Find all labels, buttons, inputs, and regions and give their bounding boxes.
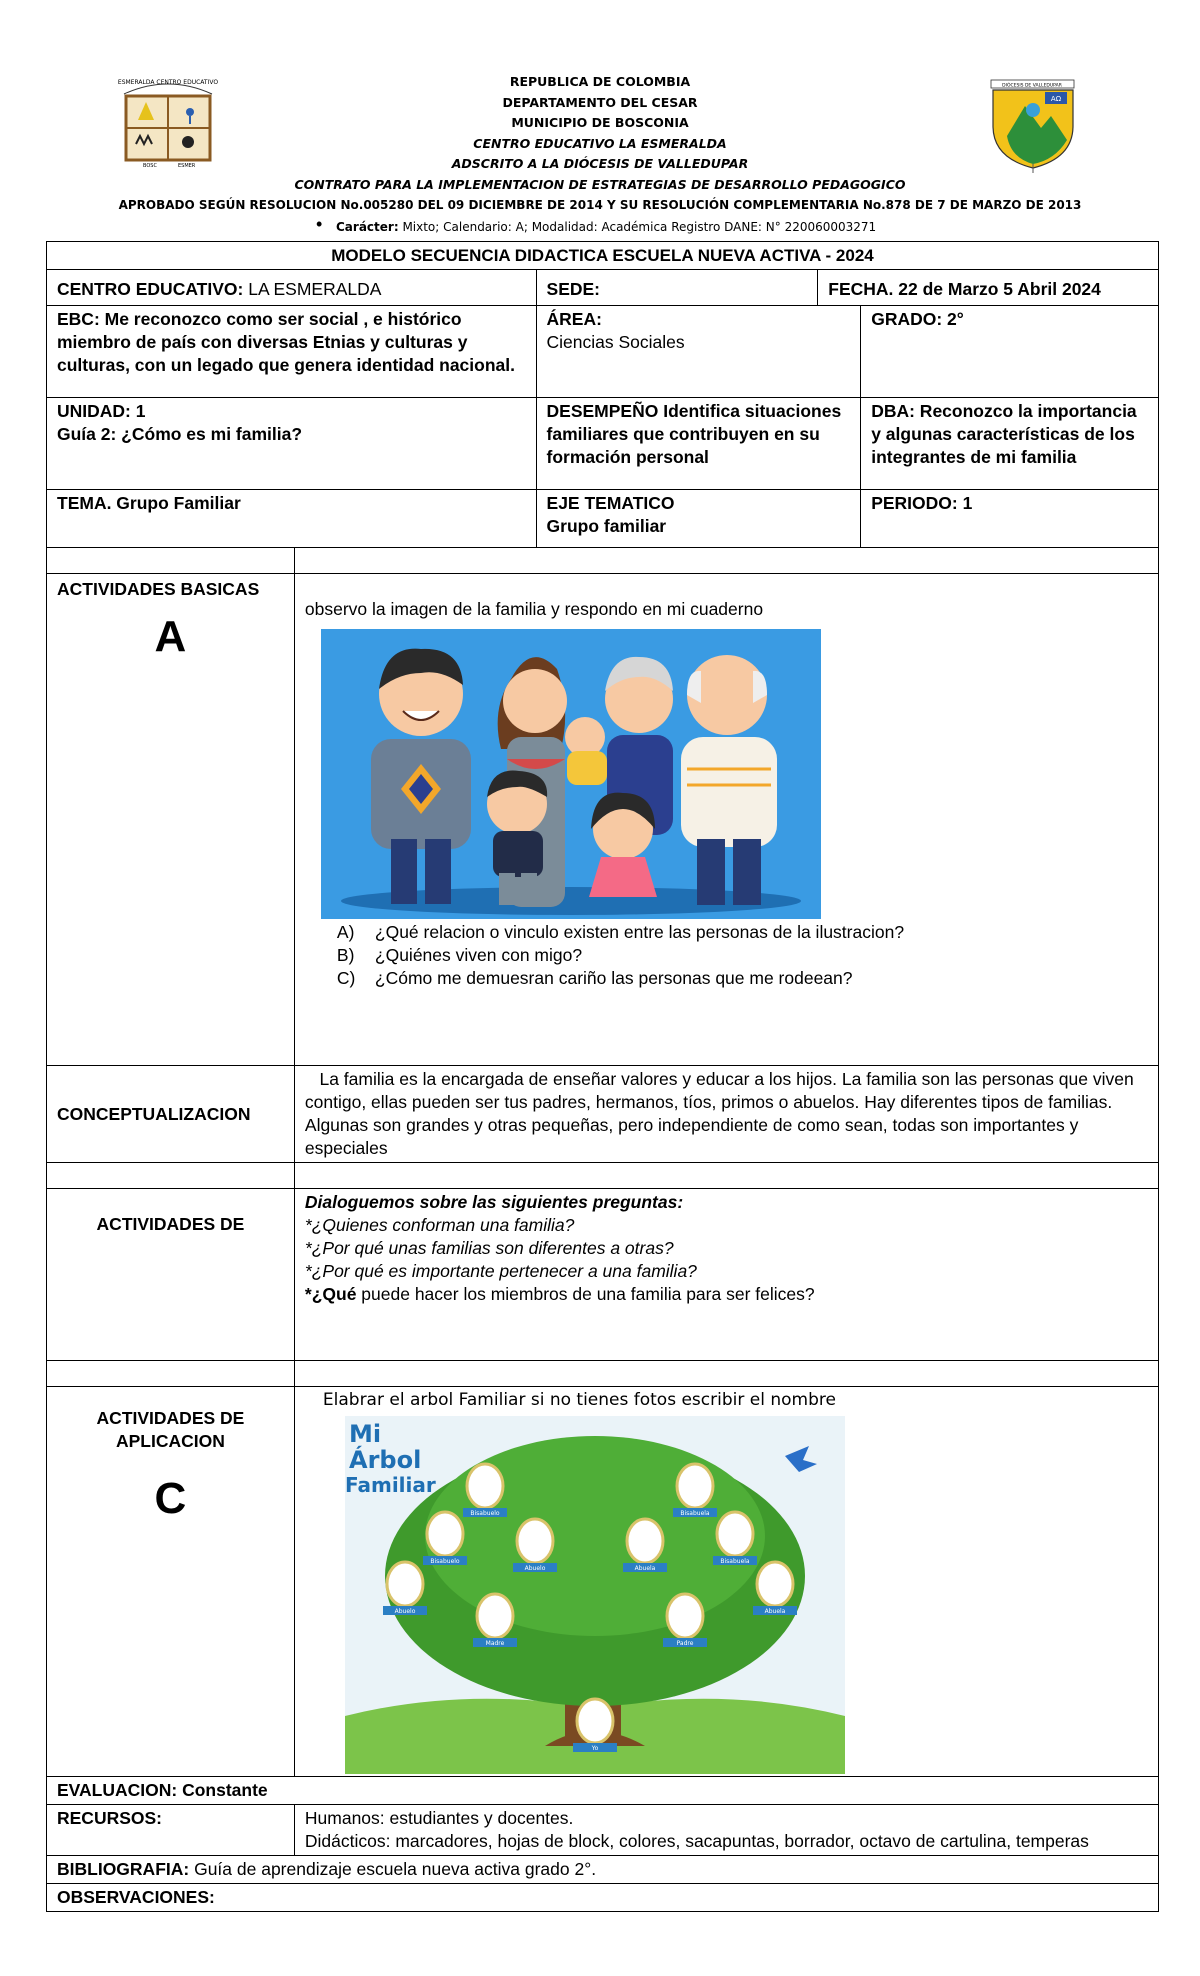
spacer-cell (47, 1163, 295, 1189)
tree-photo-frame (477, 1594, 513, 1638)
dba: DBA: Reconozco la importancia y algunas características de los integrantes de mi familia (861, 398, 1159, 490)
unidad-row (47, 398, 1159, 490)
tree-name-label: Abuela (764, 1608, 786, 1615)
caracter-line (336, 220, 876, 234)
actividades-de-label: ACTIVIDADES DE (47, 1189, 295, 1361)
evaluacion: EVALUACION: Constante (47, 1777, 1159, 1805)
list-item (337, 944, 1148, 967)
ebc-row (47, 306, 1159, 398)
list-item-text: puede hacer los miembros de una familia para ser felices? (356, 1284, 815, 1304)
tree-photo-frame (677, 1464, 713, 1508)
centro-cell (47, 270, 537, 306)
document-title: MODELO SECUENCIA DIDACTICA ESCUELA NUEVA ACTIVA - 2024 (47, 242, 1159, 270)
grado: GRADO: 2° (861, 306, 1159, 398)
centro-label: CENTRO EDUCATIVO: (57, 279, 244, 299)
list-item: *¿Por qué unas familias son diferentes a otras? (304, 1238, 674, 1258)
spacer-row (47, 548, 1159, 574)
area-value: Ciencias Sociales (546, 332, 685, 352)
area-cell (536, 306, 861, 398)
guia: Guía 2: ¿Cómo es mi familia? (57, 424, 303, 444)
eje-value: Grupo familiar (546, 516, 667, 536)
centro-value: LA ESMERALDA (243, 279, 382, 299)
tema: TEMA. Grupo Familiar (47, 490, 537, 548)
header-line: CONTRATO PARA LA IMPLEMENTACION DE ESTRATEGIAS DE DESARROLLO PEDAGOGICO (294, 176, 906, 192)
tree-photo-frame (757, 1562, 793, 1606)
ebc: EBC: Me reconozco como ser social , e histórico miembro de país con diversas Etnias y culturas y culturas, con un legado que genera identidad nacional. (47, 306, 537, 398)
recursos-humanos: Humanos: estudiantes y docentes. (304, 1808, 574, 1828)
logo-left-text: ESMERALDA CENTRO EDUCATIVO (118, 79, 218, 86)
desempeno: DESEMPEÑO Identifica situaciones familiares que contribuyen en su formación personal (536, 398, 861, 490)
list-item (337, 967, 1148, 990)
bibliografia-text: Guía de aprendizaje escuela nueva activa grado 2°. (189, 1859, 597, 1879)
tree-name-label: Padre (676, 1640, 694, 1647)
actividades-de-content (294, 1189, 1158, 1361)
fecha: FECHA. 22 de Marzo 5 Abril 2024 (818, 270, 1159, 306)
header-line: REPUBLICA DE COLOMBIA (509, 74, 691, 89)
aplicacion-label: ACTIVIDADES DE APLICACION (96, 1408, 245, 1451)
area-label: ÁREA: (546, 309, 602, 329)
header-line: DEPARTAMENTO DEL CESAR (502, 94, 698, 110)
aplicacion-caption: Elabrar el arbol Familiar si no tienes fotos escribir el nombre (322, 1390, 836, 1410)
tree-photo-frame (427, 1512, 463, 1556)
family-tree-illustration (345, 1416, 845, 1774)
aplicacion-letter: C (154, 1474, 187, 1523)
basicas-content (294, 574, 1158, 1066)
title-row (47, 242, 1159, 270)
tree-photo-frame (717, 1512, 753, 1556)
header-line: APROBADO SEGÚN RESOLUCION No.005280 DEL 09 DICIEMBRE DE 2014 Y SU RESOLUCIÓN COMPLEMENTARIA No.878 DE 7 DE MARZO DE 2013 (118, 198, 1082, 212)
evaluacion-row (47, 1777, 1159, 1805)
conceptualizacion-text: La familia es la encargada de enseñar valores y educar a los hijos. La familia son las personas que viven contigo, ellas pueden ser tus padres, hermanos, tíos, primos o abuelos. Hay diferentes tipos de familias. Algunas son grandes y otras pequeñas, pero independiente de como sean, todas son importantes y especiales (294, 1066, 1158, 1163)
eje-cell (536, 490, 861, 548)
tree-name-label: Abuelo (524, 1565, 546, 1572)
bibliografia (47, 1856, 1159, 1884)
spacer-cell (294, 1163, 1158, 1189)
question-text: ¿Cómo me demuesran cariño las personas que me rodeean? (374, 968, 853, 988)
caracter-label: Carácter: (336, 220, 399, 234)
list-item-prefix: *¿Qué (304, 1284, 357, 1304)
question-text: ¿Quiénes viven con migo? (374, 945, 583, 965)
spacer-cell (294, 1361, 1158, 1387)
question-text: ¿Qué relacion o vinculo existen entre las personas de la ilustracion? (374, 922, 905, 942)
recursos-label: RECURSOS: (47, 1805, 295, 1856)
unidad: UNIDAD: 1 (57, 401, 146, 421)
tree-photo-frame (577, 1699, 613, 1743)
caracter-text: Mixto; Calendario: A; Modalidad: Académica Registro DANE: N° 220060003271 (398, 220, 877, 234)
tree-photo-frame (667, 1594, 703, 1638)
header-line: ADSCRITO A LA DIÓCESIS DE VALLEDUPAR (451, 156, 749, 171)
actividades-de-row (47, 1189, 1159, 1361)
basicas-letter: A (154, 612, 187, 661)
document-header (0, 0, 1200, 240)
tree-title: Familiar (344, 1473, 436, 1497)
list-item: *¿Por qué es importante pertenecer a una familia? (304, 1261, 697, 1281)
svg-text:BOSC: BOSC (143, 163, 157, 169)
basicas-row (47, 574, 1159, 1066)
basicas-label: ACTIVIDADES BASICAS (57, 579, 260, 599)
periodo: PERIODO: 1 (861, 490, 1159, 548)
bullet-icon: • (316, 214, 323, 234)
tree-name-label: Bisabuelo (470, 1510, 500, 1517)
tree-name-label: Yo (591, 1745, 599, 1752)
tree-name-label: Madre (485, 1640, 505, 1647)
family-illustration (321, 629, 821, 919)
spacer-row (47, 1361, 1159, 1387)
eje-label: EJE TEMATICO (546, 493, 675, 513)
tree-name-label: Bisabuela (720, 1558, 750, 1565)
spacer-cell (47, 548, 295, 574)
sequence-table (46, 241, 1159, 1912)
tree-name-label: Abuelo (394, 1608, 416, 1615)
tree-name-label: Abuela (634, 1565, 656, 1572)
bibliografia-row (47, 1856, 1159, 1884)
aplicacion-label-cell (47, 1387, 295, 1777)
header-text (100, 72, 1100, 216)
conceptualizacion-label: CONCEPTUALIZACION (47, 1066, 295, 1163)
question-label: B) (336, 945, 355, 965)
svg-text:AΩ: AΩ (1050, 95, 1062, 103)
question-label: C) (336, 968, 356, 988)
list-item: *¿Quienes conforman una familia? (304, 1215, 575, 1235)
question-label: A) (336, 922, 355, 942)
spacer-row (47, 1163, 1159, 1189)
unidad-cell (47, 398, 537, 490)
tree-title: Árbol (348, 1446, 422, 1474)
sede-label: SEDE: (536, 270, 818, 306)
tree-photo-frame (467, 1464, 503, 1508)
actividades-de-heading: Dialoguemos sobre las siguientes preguntas: (304, 1192, 684, 1212)
aplicacion-row (47, 1387, 1159, 1777)
tree-photo-frame (517, 1519, 553, 1563)
list-item (337, 921, 1148, 944)
recursos-content (294, 1805, 1158, 1856)
basicas-instruction: observo la imagen de la familia y respondo en mi cuaderno (304, 599, 764, 619)
tree-photo-frame (627, 1519, 663, 1563)
tema-row (47, 490, 1159, 548)
observaciones: OBSERVACIONES: (47, 1884, 1159, 1912)
tree-title: Mi (348, 1420, 381, 1448)
tree-name-label: Bisabuelo (430, 1558, 460, 1565)
tree-photo-frame (387, 1562, 423, 1606)
logo-right-text: DIÓCESIS DE VALLEDUPAR (1002, 83, 1062, 89)
list-item (305, 1283, 1148, 1306)
bibliografia-label: BIBLIOGRAFIA: (57, 1859, 190, 1879)
observaciones-row (47, 1884, 1159, 1912)
spacer-cell (294, 548, 1158, 574)
header-line: MUNICIPIO DE BOSCONIA (511, 115, 689, 130)
recursos-didacticos: Didácticos: marcadores, hojas de block, colores, sacapuntas, borrador, octavo de cartulina, temperas (304, 1831, 1089, 1851)
recursos-row (47, 1805, 1159, 1856)
svg-text:ESMER: ESMER (178, 163, 196, 169)
aplicacion-content (294, 1387, 1158, 1777)
basicas-label-cell (47, 574, 295, 1066)
conceptualizacion-row (47, 1066, 1159, 1163)
spacer-cell (47, 1361, 295, 1387)
center-row (47, 270, 1159, 306)
tree-name-label: Bisabuela (680, 1510, 710, 1517)
header-line: CENTRO EDUCATIVO LA ESMERALDA (473, 135, 727, 151)
question-list (337, 921, 1148, 990)
